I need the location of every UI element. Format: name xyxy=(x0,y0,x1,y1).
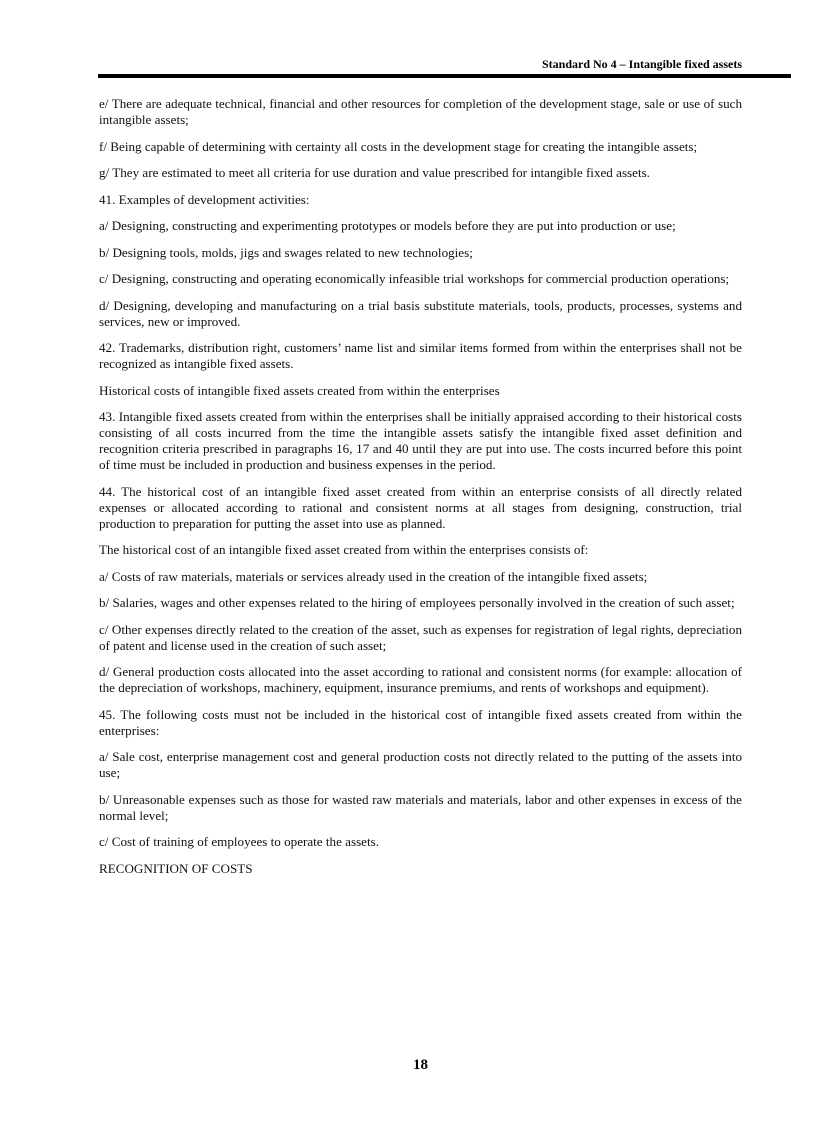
page-number: 18 xyxy=(413,1057,428,1073)
section-heading-recognition-of-costs: RECOGNITION OF COSTS xyxy=(99,860,253,876)
paragraph-criterion-e: e/ There are adequate technical, financial and other resources for completion of the development stage, sale or use of such intangible assets; xyxy=(99,96,742,127)
paragraph-41-c: c/ Designing, constructing and operating economically infeasible trial workshops for commercial production operations; xyxy=(99,271,730,286)
paragraph-41-d: d/ Designing, developing and manufacturing on a trial basis substitute materials, tools, products, processes, systems and services, new or improved. xyxy=(99,297,742,329)
paragraph-45: 45. The following costs must not be included in the historical cost of intangible fixed assets created from within the enterprises: xyxy=(99,706,742,738)
header-rule xyxy=(98,74,791,78)
paragraph-45-a: a/ Sale cost, enterprise management cost and general production costs not directly related to the putting of the assets into use; xyxy=(99,749,742,780)
paragraph-criterion-f: f/ Being capable of determining with certainty all costs in the development stage for creating the intangible assets; xyxy=(99,138,698,154)
paragraph-41-b: b/ Designing tools, molds, jigs and swages related to new technologies; xyxy=(99,244,473,260)
paragraph-44-intro: The historical cost of an intangible fixed asset created from within the enterprises consists of: xyxy=(99,542,589,557)
paragraph-42: 42. Trademarks, distribution right, customers’ name list and similar items formed from within the enterprises shall not be recognized as intangible fixed assets. xyxy=(99,340,742,371)
paragraph-44-b: b/ Salaries, wages and other expenses related to the hiring of employees personally involved in the creation of such asset; xyxy=(99,595,735,610)
body-text xyxy=(99,96,742,887)
running-header-title: Standard No 4 – Intangible fixed assets xyxy=(541,57,742,71)
paragraph-44-a: a/ Costs of raw materials, materials or services already used in the creation of the intangible fixed assets; xyxy=(99,568,648,584)
paragraph-44-c: c/ Other expenses directly related to the creation of the asset, such as expenses for registration of legal rights, depreciation of patent and license used in the creation of such asset; xyxy=(99,621,742,653)
paragraph-criterion-g: g/ They are estimated to meet all criteria for use duration and value prescribed for intangible fixed assets. xyxy=(99,165,650,180)
paragraph-41-a: a/ Designing, constructing and experimenting prototypes or models before they are put into production or use; xyxy=(99,218,676,233)
paragraph-44-d: d/ General production costs allocated into the asset according to rational and consistent norms (for example: allocation of the depreciation of workshops, machinery, equipment, insurance premiums, and rents of workshops and equipment). xyxy=(99,664,742,695)
paragraph-45-c: c/ Cost of training of employees to operate the assets. xyxy=(99,834,379,849)
paragraph-45-b: b/ Unreasonable expenses such as those for wasted raw materials and materials, labor and other expenses in excess of the normal level; xyxy=(99,791,742,823)
paragraph-41: 41. Examples of development activities: xyxy=(99,191,310,207)
paragraph-43: 43. Intangible fixed assets created from within the enterprises shall be initially appraised according to their historical costs consisting of all costs incurred from the time the intangible assets satisfy the intangible fixed asset definition and recognition criteria prescribed in paragraphs 16, 17 and 40 until they are put into use. The costs incurred before this point of time must be included in production and business expenses in the period. xyxy=(99,409,742,472)
paragraph-44: 44. The historical cost of an intangible fixed asset created from within an enterprise consists of all directly related expenses or allocated according to rational and consistent norms at all stages from designing, construction, trial production to preparation for putting the asset into use as planned. xyxy=(99,483,742,531)
section-heading-historical-costs: Historical costs of intangible fixed assets created from within the enterprises xyxy=(99,382,500,398)
